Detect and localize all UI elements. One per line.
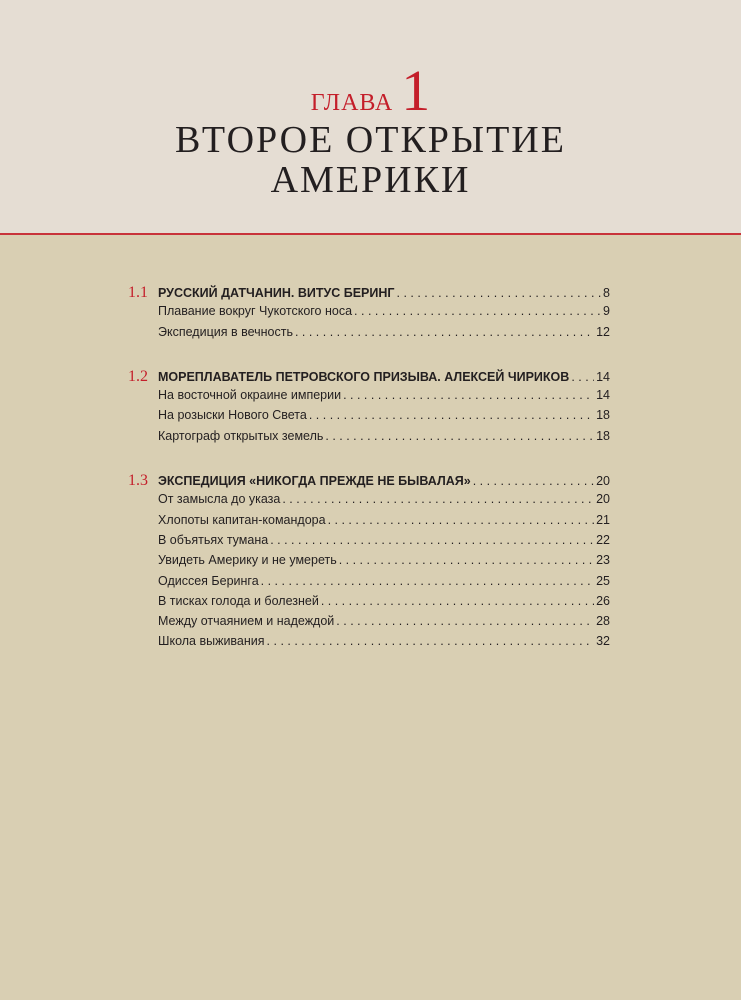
section-number: 1.1 [128, 284, 148, 301]
dot-leader [270, 533, 594, 547]
dot-leader [336, 614, 594, 628]
entry-title: Картограф открытых земель [158, 428, 324, 443]
toc-entry[interactable] [128, 325, 610, 345]
dot-leader [325, 429, 594, 443]
section-number: 1.2 [128, 367, 148, 385]
page-number: 12 [596, 324, 610, 339]
entry-title: Хлопоты капитан-командора [158, 512, 326, 527]
page-number: 25 [596, 573, 610, 588]
chapter-title-line-2: АМЕРИКИ [270, 159, 471, 201]
section-number: 1.3 [128, 472, 148, 490]
entry-title: От замысла до указа [158, 492, 281, 507]
page-number: 9 [603, 304, 610, 319]
page-number: 26 [596, 593, 610, 608]
chapter-title [0, 120, 741, 200]
section-title: МОРЕПЛАВАТЕЛЬ ПЕТРОВСКОГО ПРИЗЫВА. АЛЕКСЕЙ ЧИРИКОВ [158, 369, 570, 384]
dot-leader [473, 474, 594, 488]
toc-entry[interactable] [128, 574, 610, 594]
toc-section-entry[interactable] [128, 472, 610, 492]
dot-leader [571, 370, 594, 384]
toc-section [128, 284, 610, 345]
entry-title: Между отчаянием и надеждой [158, 614, 335, 629]
toc-entry[interactable] [128, 408, 610, 428]
toc-section-entry[interactable] [128, 284, 610, 304]
toc-entry[interactable] [128, 634, 610, 654]
toc-entry[interactable] [128, 533, 610, 553]
dot-leader [397, 286, 602, 300]
toc-entry[interactable] [128, 492, 610, 512]
dot-leader [343, 388, 594, 402]
toc-section [128, 472, 610, 655]
dot-leader [309, 408, 594, 422]
page-number: 14 [596, 388, 610, 403]
entry-title: Увидеть Америку и не умереть [158, 553, 337, 568]
section-title: РУССКИЙ ДАТЧАНИН. ВИТУС БЕРИНГ [158, 286, 395, 300]
entry-title: На восточной окраине империи [158, 388, 342, 403]
dot-leader [339, 553, 594, 567]
toc-entry[interactable] [128, 553, 610, 573]
dot-leader [261, 574, 594, 588]
page-number: 32 [596, 634, 610, 649]
entry-title: Плавание вокруг Чукотского носа [158, 304, 353, 319]
toc-entry[interactable] [128, 388, 610, 408]
page-number: 20 [596, 474, 610, 489]
entry-title: В тисках голода и болезней [158, 593, 319, 608]
chapter-heading [0, 58, 741, 123]
toc-section-entry[interactable] [128, 368, 610, 388]
page-number: 14 [596, 369, 610, 384]
entry-title: Одиссея Беринга [158, 573, 259, 588]
toc-entry[interactable] [128, 594, 610, 614]
chapter-header [0, 0, 741, 235]
page-number: 23 [596, 553, 610, 568]
dot-leader [295, 325, 594, 339]
chapter-title-line-1: ВТОРОЕ ОТКРЫТИЕ [175, 119, 566, 161]
dot-leader [282, 492, 594, 506]
entry-title: В объятьях тумана [158, 532, 269, 547]
page-number: 28 [596, 614, 610, 629]
entry-title: На розыски Нового Света [158, 408, 307, 423]
table-of-contents [128, 284, 610, 678]
toc-entry[interactable] [128, 429, 610, 449]
entry-title: Экспедиция в вечность [158, 324, 293, 339]
toc-entry[interactable] [128, 304, 610, 324]
page-number: 22 [596, 532, 610, 547]
chapter-word: ГЛАВА [310, 90, 394, 116]
dot-leader [267, 634, 595, 648]
toc-entry[interactable] [128, 614, 610, 634]
chapter-number: 1 [401, 58, 431, 123]
dot-leader [321, 594, 594, 608]
page-number: 21 [596, 512, 610, 527]
page-number: 18 [596, 408, 610, 423]
toc-entry[interactable] [128, 513, 610, 533]
dot-leader [328, 513, 595, 527]
page-number: 18 [596, 428, 610, 443]
page-number: 20 [596, 492, 610, 507]
dot-leader [354, 304, 601, 318]
page-number: 8 [603, 286, 610, 300]
section-title: ЭКСПЕДИЦИЯ «НИКОГДА ПРЕЖДЕ НЕ БЫВАЛАЯ» [158, 474, 471, 489]
entry-title: Школа выживания [158, 634, 265, 649]
toc-section [128, 368, 610, 449]
